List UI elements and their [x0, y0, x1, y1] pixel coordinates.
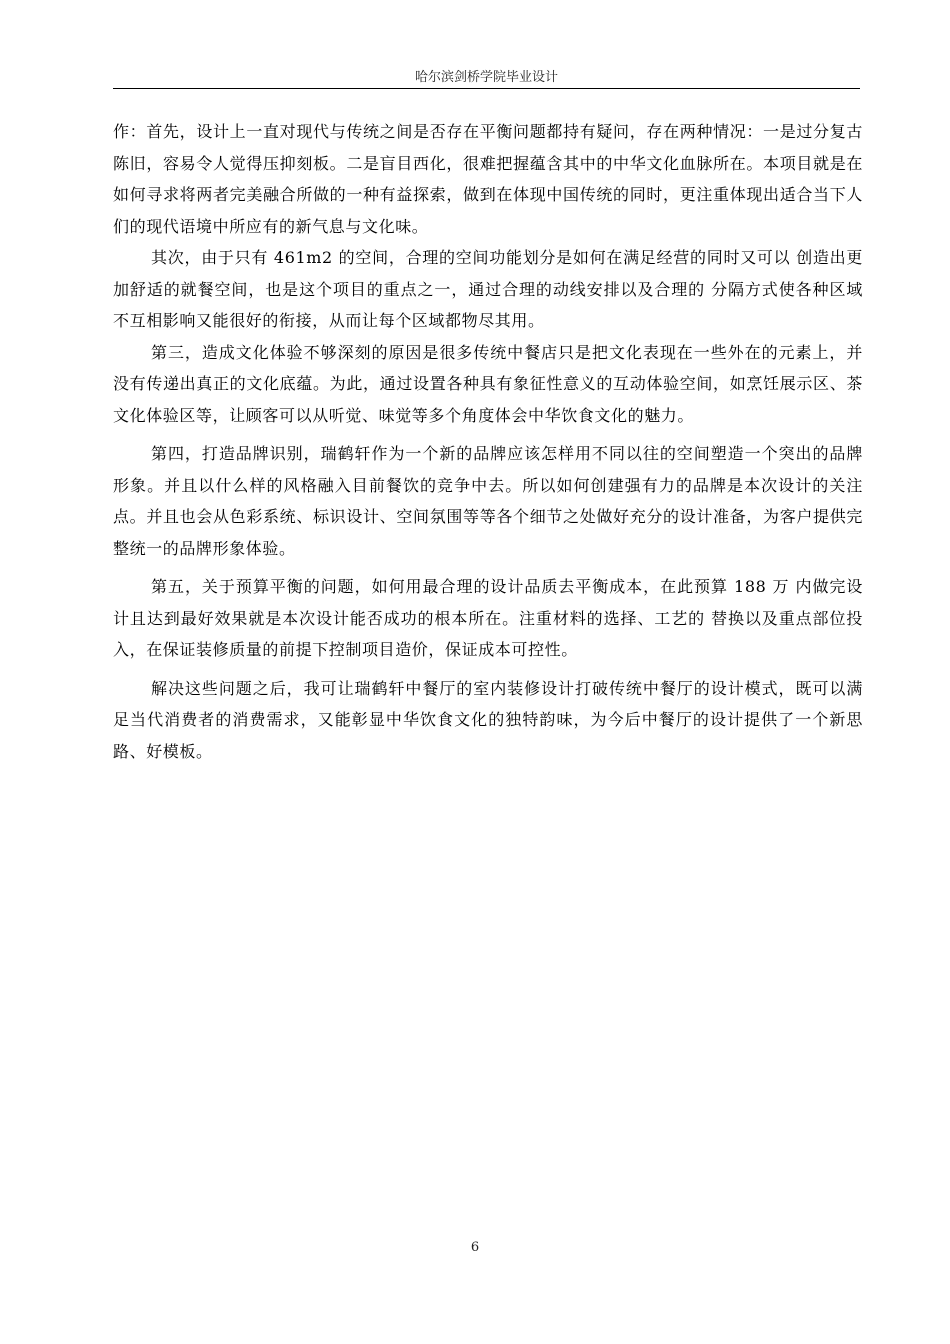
document-body: [113, 116, 863, 767]
paragraph-intro-continued: 作：首先，设计上一直对现代与传统之间是否存在平衡问题都持有疑问，存在两种情况：一是过分复古陈旧，容易令人觉得压抑刻板。二是盲目西化，很难把握蕴含其中的中华文化血脉所在。本项目就是在如何寻求将两者完美融合所做的一种有益探索，做到在体现中国传统的同时，更注重体现出适合当下人们的现代语境中所应有的新气息与文化味。: [113, 122, 863, 236]
page-number: 6: [470, 1240, 480, 1255]
paragraph-culture-experience: 第三，造成文化体验不够深刻的原因是很多传统中餐店只是把文化表现在一些外在的元素上，并没有传递出真正的文化底蕴。为此，通过设置各种具有象征性意义的互动体验空间，如烹饪展示区、茶文化体验区等，让顾客可以从听觉、味觉等多个角度体会中华饮食文化的魅力。: [113, 342, 863, 425]
paragraph-conclusion: 解决这些问题之后，我可让瑞鹤轩中餐厅的室内装修设计打破传统中餐厅的设计模式，既可以满足当代消费者的消费需求，又能彰显中华饮食文化的独特韵味，为今后中餐厅的设计提供了一个新思路、好模板。: [113, 678, 863, 761]
page-header: 哈尔滨剑桥学院毕业设计: [414, 70, 558, 85]
paragraph-brand-identity: 第四，打造品牌识别，瑞鹤轩作为一个新的品牌应该怎样用不同以往的空间塑造一个突出的品牌形象。并且以什么样的风格融入目前餐饮的竞争中去。所以如何创建强有力的品牌是本次设计的关注点。并且也会从色彩系统、标识设计、空间氛围等等各个细节之处做好充分的设计准备，为客户提供完整统一的品牌形象体验。: [113, 444, 863, 558]
header-divider: [113, 88, 860, 89]
paragraph-budget-balance: 第五，关于预算平衡的问题，如何用最合理的设计品质去平衡成本，在此预算 188 万 内做完设计且达到最好效果就是本次设计能否成功的根本所在。注重材料的选择、工艺的 替换以及重点部位投入，在保证装修质量的前提下控制项目造价，保证成本可控性。: [113, 577, 863, 659]
paragraph-space-planning: 其次，由于只有 461m2 的空间，合理的空间功能划分是如何在满足经营的同时又可以 创造出更加舒适的就餐空间，也是这个项目的重点之一，通过合理的动线安排以及合理的 分隔方式使各种区域不互相影响又能很好的衔接，从而让每个区域都物尽其用。: [113, 248, 863, 330]
